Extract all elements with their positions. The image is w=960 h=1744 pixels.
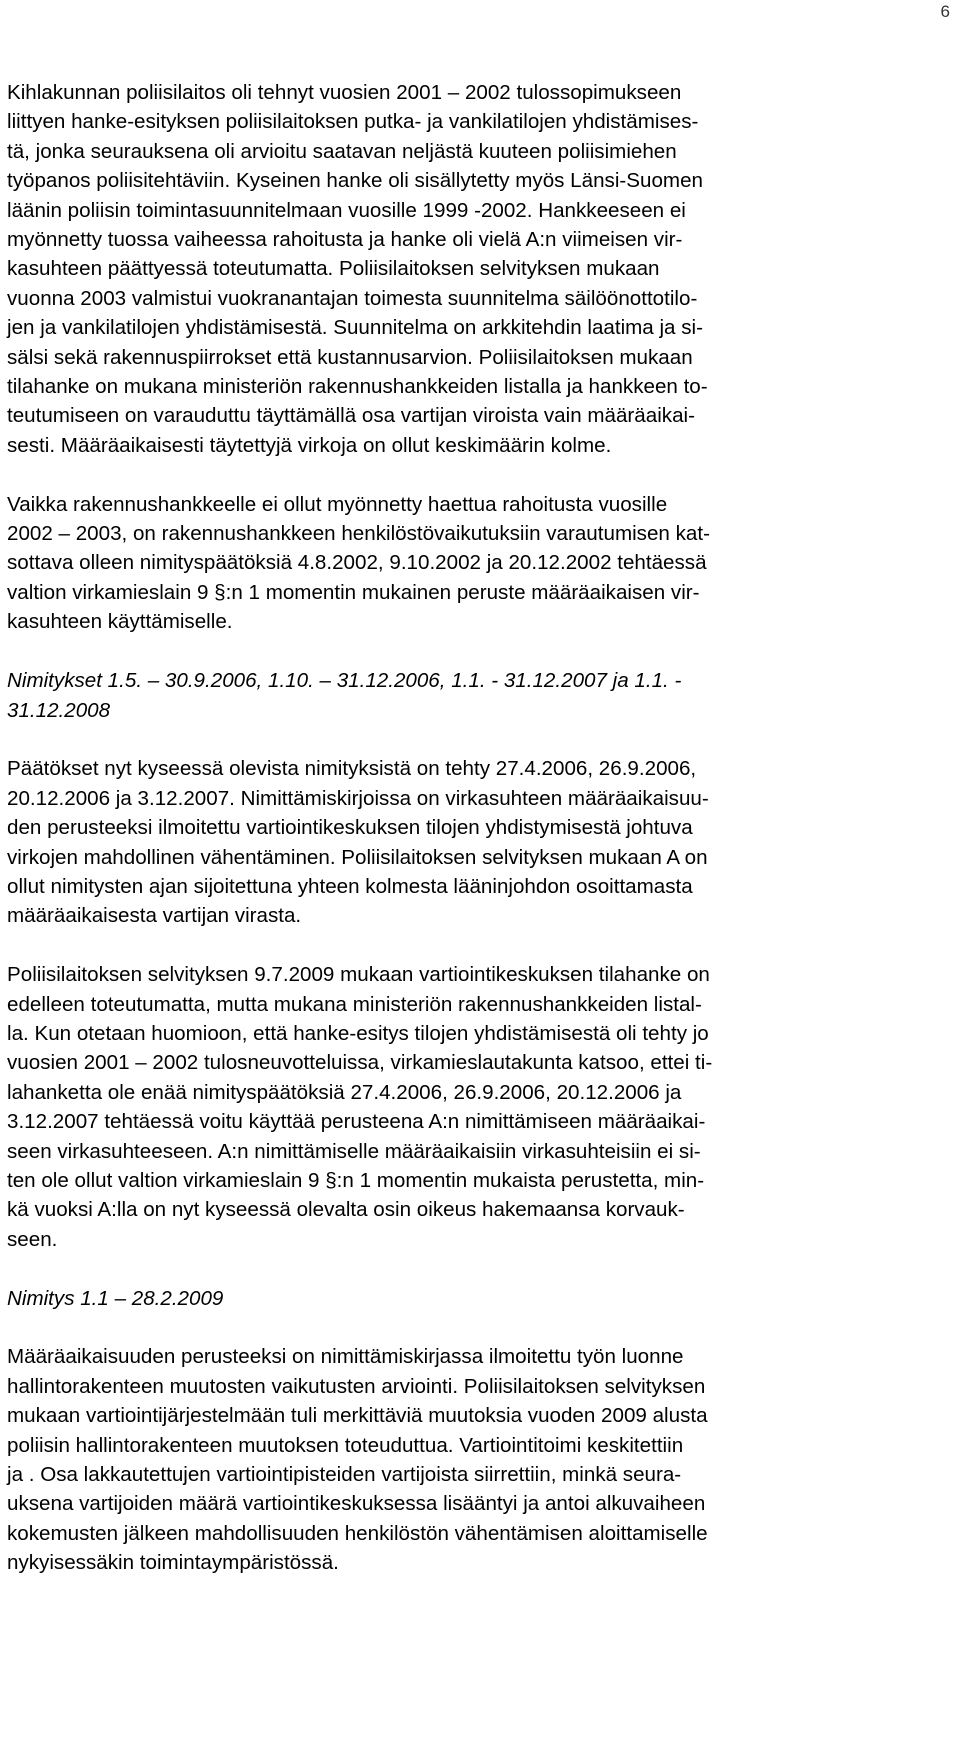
- text-line: läänin poliisin toimintasuunnitelmaan vuosille 1999 -2002. Hankkeeseen ei: [7, 198, 686, 222]
- text-line: lahanketta ole enää nimityspäätöksiä 27.4.2006, 26.9.2006, 20.12.2006 ja: [7, 1080, 682, 1104]
- text-line: hallintorakenteen muutosten vaikutusten arviointi. Poliisilaitoksen selvityksen: [7, 1374, 706, 1398]
- text-line: liittyen hanke-esityksen poliisilaitoksen putka- ja vankilatilojen yhdistämises-: [7, 110, 699, 134]
- document-body: [7, 78, 937, 1607]
- text-line: työpanos poliisitehtäviin. Kyseinen hanke oli sisällytetty myös Länsi-Suomen: [7, 169, 703, 193]
- section-heading-nimitykset: [7, 666, 937, 725]
- heading-line: Nimitykset 1.5. – 30.9.2006, 1.10. – 31.12.2006, 1.1. - 31.12.2007 ja 1.1. -: [7, 669, 682, 693]
- paragraph-tilahanke-background: [7, 78, 937, 460]
- text-line: ten ole ollut valtion virkamieslain 9 §:n 1 momentin mukaista perustetta, min-: [7, 1168, 705, 1192]
- text-line: ollut nimitysten ajan sijoitettuna yhteen kolmesta lääninjohdon osoittamasta: [7, 874, 693, 898]
- text-line: uksena vartijoiden määrä vartiointikeskuksessa lisääntyi ja antoi alkuvaiheen: [7, 1492, 706, 1516]
- text-line: kasuhteen käyttämiselle.: [7, 610, 233, 634]
- paragraph-fixed-term-basis: [7, 1342, 937, 1577]
- text-line: kokemusten jälkeen mahdollisuuden henkilöstön vähentämisen aloittamiselle: [7, 1521, 708, 1545]
- text-line: sesti. Määräaikaisesti täytettyjä virkoja on ollut keskimäärin kolme.: [7, 433, 612, 457]
- text-line: Päätökset nyt kyseessä olevista nimityksistä on tehty 27.4.2006, 26.9.2006,: [7, 757, 697, 781]
- text-line: edelleen toteutumatta, mutta mukana ministeriön rakennushankkeiden listal-: [7, 992, 702, 1016]
- text-line: jen ja vankilatilojen yhdistämisestä. Suunnitelma on arkkitehdin laatima ja si-: [7, 316, 703, 340]
- text-line: vuosien 2001 – 2002 tulosneuvotteluissa, virkamieslautakunta katsoo, ettei ti-: [7, 1051, 713, 1075]
- text-line: tä, jonka seurauksena oli arvioitu saatavan neljästä kuuteen poliisimiehen: [7, 139, 677, 163]
- text-line: teutumiseen on varauduttu täyttämällä osa vartijan viroista vain määräaikai-: [7, 404, 695, 428]
- text-line: kasuhteen päättyessä toteutumatta. Poliisilaitoksen selvityksen mukaan: [7, 257, 660, 281]
- text-line: Kihlakunnan poliisilaitos oli tehnyt vuosien 2001 – 2002 tulossopimukseen: [7, 81, 682, 104]
- paragraph-decisions: [7, 754, 937, 930]
- text-line: mukaan vartiointijärjestelmään tuli merkittäviä muutoksia vuoden 2009 alusta: [7, 1404, 708, 1428]
- section-heading-nimitys: [7, 1284, 937, 1313]
- text-line: tilahanke on mukana ministeriön rakennushankkeiden listalla ja hankkeen to-: [7, 375, 708, 399]
- heading-line: Nimitys 1.1 – 28.2.2009: [7, 1286, 224, 1310]
- text-line: seen virkasuhteeseen. A:n nimittämiselle määräaikaisiin virkasuhteisiin ei si-: [7, 1139, 701, 1163]
- heading-line: 31.12.2008: [7, 698, 111, 722]
- text-line: vuonna 2003 valmistui vuokranantajan toimesta suunnitelma säilöönottotilo-: [7, 286, 698, 310]
- text-line: 20.12.2006 ja 3.12.2007. Nimittämiskirjoissa on virkasuhteen määräaikaisuu-: [7, 786, 709, 810]
- text-line: sottava olleen nimityspäätöksiä 4.8.2002, 9.10.2002 ja 20.12.2002 tehtäessä: [7, 551, 707, 575]
- page-number: 6: [940, 2, 950, 21]
- text-line: Määräaikaisuuden perusteeksi on nimittämiskirjassa ilmoitettu työn luonne: [7, 1345, 684, 1369]
- text-line: 2002 – 2003, on rakennushankkeen henkilöstövaikutuksiin varautumisen kat-: [7, 522, 710, 546]
- text-line: nykyisessäkin toimintaympäristössä.: [7, 1551, 339, 1575]
- text-line: valtion virkamieslain 9 §:n 1 momentin mukainen peruste määräaikaisen vir-: [7, 580, 700, 604]
- text-line: ja . Osa lakkautettujen vartiointipisteiden vartijoista siirrettiin, minkä seura-: [7, 1463, 682, 1486]
- text-line: la. Kun otetaan huomioon, että hanke-esitys tilojen yhdistämisestä oli tehty jo: [7, 1021, 709, 1045]
- text-line: virkojen mahdollinen vähentäminen. Poliisilaitoksen selvityksen mukaan A on: [7, 845, 708, 869]
- text-line: kä vuoksi A:lla on nyt kyseessä olevalta osin oikeus hakemaansa korvauk-: [7, 1198, 685, 1222]
- text-line: seen.: [7, 1227, 58, 1251]
- paragraph-board-conclusion: [7, 960, 937, 1254]
- text-line: Poliisilaitoksen selvityksen 9.7.2009 mukaan vartiointikeskuksen tilahanke on: [7, 963, 710, 987]
- text-line: Vaikka rakennushankkeelle ei ollut myönnetty haettua rahoitusta vuosille: [7, 492, 668, 516]
- text-line: 3.12.2007 tehtäessä voitu käyttää perusteena A:n nimittämiseen määräaikai-: [7, 1110, 706, 1134]
- text-line: poliisin hallintorakenteen muutoksen toteuduttua. Vartiointitoimi keskitettiin: [7, 1433, 684, 1457]
- text-line: sälsi sekä rakennuspiirrokset että kustannusarvion. Poliisilaitoksen mukaan: [7, 345, 693, 369]
- paragraph-funding-assessment: [7, 490, 937, 637]
- text-line: myönnetty tuossa vaiheessa rahoitusta ja hanke oli vielä A:n viimeisen vir-: [7, 228, 683, 252]
- text-line: määräaikaisesta vartijan virasta.: [7, 904, 302, 928]
- text-line: den perusteeksi ilmoitettu vartiointikeskuksen tilojen yhdistymisestä johtuva: [7, 816, 693, 840]
